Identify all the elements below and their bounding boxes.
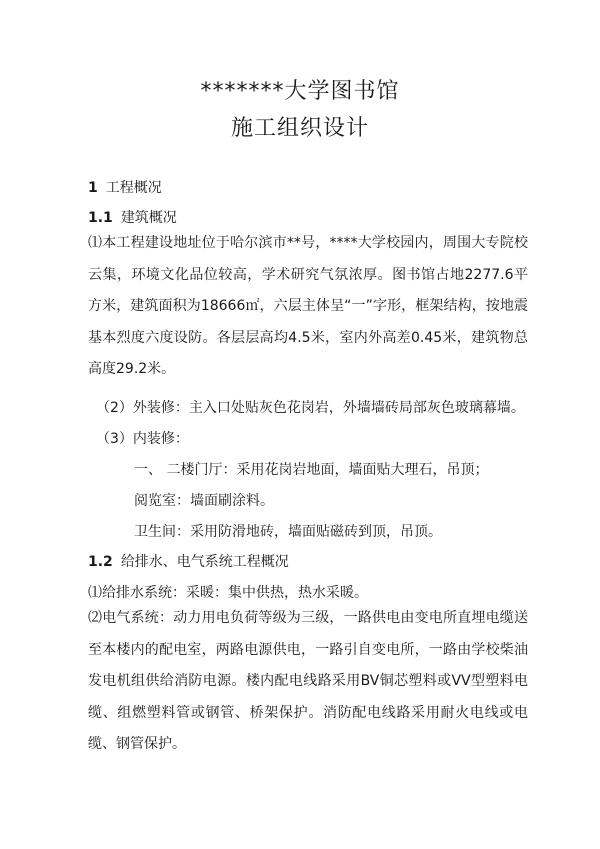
paragraph-exterior-decoration: （2）外装修：主入口处贴灰色花岗岩，外墙墙砖局部灰色玻璃幕墙。 <box>96 400 525 416</box>
section-number: 1.2 <box>88 554 113 570</box>
paragraph-interior-decoration: （3）内装修： <box>96 431 189 447</box>
section-number: 1.1 <box>88 210 113 226</box>
section-title: 工程概况 <box>105 180 162 196</box>
interior-item-restroom: 卫生间：采用防滑地砖，墙面贴磁砖到顶，吊顶。 <box>134 524 442 540</box>
section-title: 建筑概况 <box>120 210 177 226</box>
paragraph-water-system: ⑴给排水系统：采暖：集中供热，热水采暖。 <box>88 585 368 601</box>
section-number: 1 <box>88 180 98 196</box>
document-title-line2: 施工组织设计 <box>230 116 369 141</box>
paragraph-electrical-system: ⑵电气系统：动力用电负荷等级为三级，一路供电由变电所直埋电缆送至本楼内的配电室，两路电源供电，一路引自变电所，一路由学校柴油发电机组供给消防电源。楼内配电线路采用BV铜芯塑料或VV型塑料电缆、组燃塑料管或钢管、桥架保护。消防配电线路采用耐火电线或电缆、钢管保护。 <box>88 610 528 753</box>
interior-item-lobby: 一、 二楼门厅：采用花岗岩地面，墙面贴大理石，吊顶； <box>134 462 489 478</box>
section-heading-1-2 <box>88 551 289 571</box>
interior-item-reading-room: 阅览室：墙面刷涂料。 <box>134 493 274 509</box>
paragraph-building-overview: ⑴本工程建设地址位于哈尔滨市**号，****大学校园内，周围大专院校云集，环境文化品位较高，学术研究气氛浓厚。图书馆占地2277.6平方米，建筑面积为18666㎡，六层主体呈“一”字形，框架结构，按地震基本烈度六度设防。各层层高均4.5米，室内外高差0.45米，建筑物总高度29.2米。 <box>88 235 528 378</box>
document-title-line1: *******大学图书馆 <box>200 79 400 104</box>
section-heading-1 <box>88 177 162 197</box>
section-heading-1-1 <box>88 207 177 227</box>
section-title: 给排水、电气系统工程概况 <box>120 554 289 570</box>
